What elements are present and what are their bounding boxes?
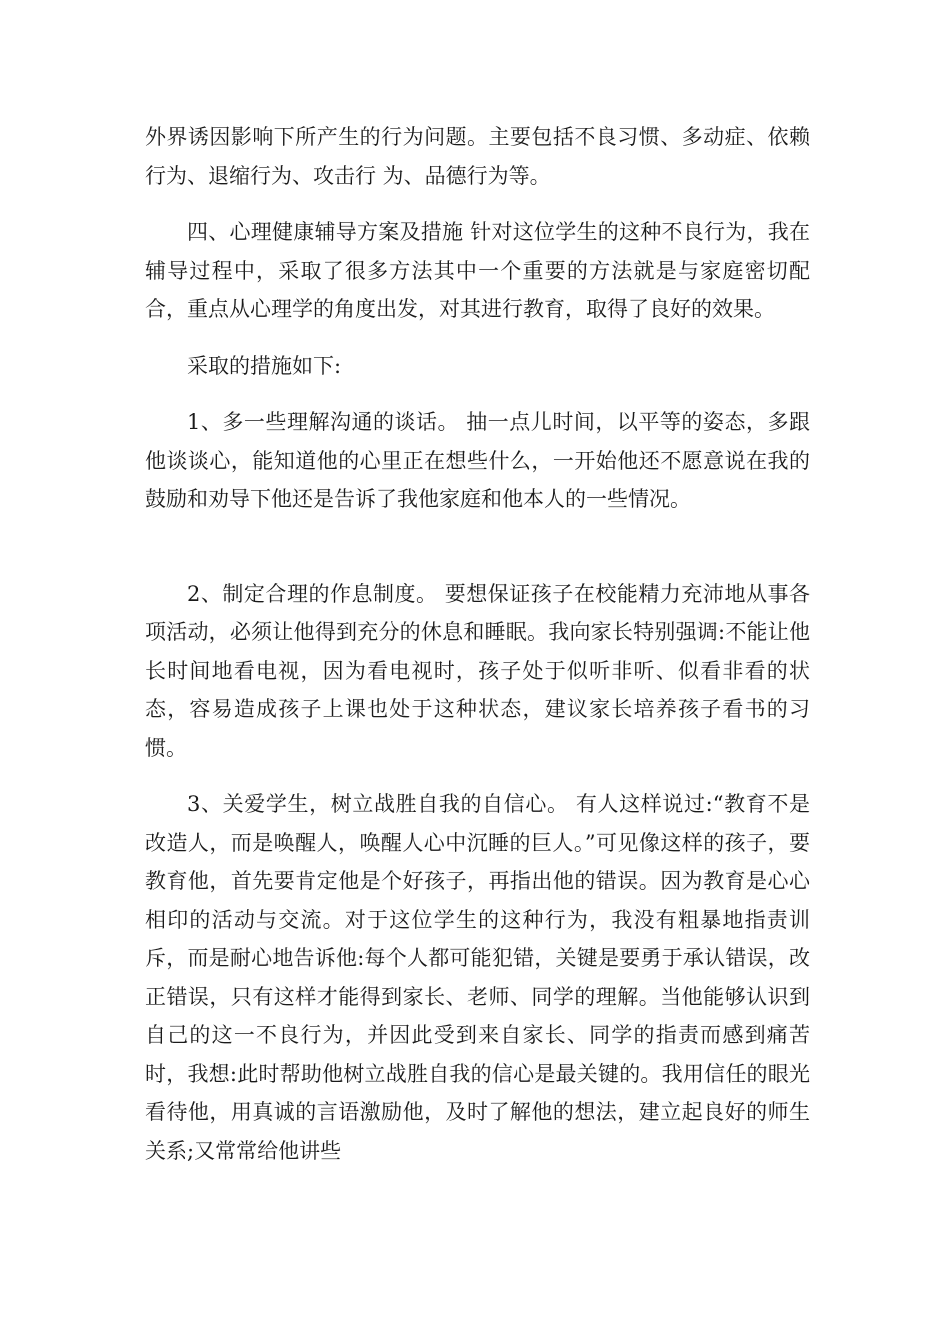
paragraph-measure-3: 3、关爱学生，树立战胜自我的自信心。 有人这样说过:“教育不是改造人，而是唤醒人，唤醒人心中沉睡的巨人。”可见像这样的孩子，要教育他，首先要肯定他是个好孩子，再指出他的错误。因为教育是心心相印的活动与交流。对于这位学生的这种行为，我没有粗暴地指责训斥，而是耐心地告诉他:每个人都可能犯错，关键是要勇于承认错误，改正错误，只有这样才能得到家长、老师、同学的理解。当他能够认识到自己的这一不良行为，并因此受到来自家长、同学的指责而感到痛苦时，我想:此时帮助他树立战胜自我的信心是最关键的。我用信任的眼光看待他，用真诚的言语激励他，及时了解他的想法，建立起良好的师生关系;又常常给他讲些 <box>145 792 810 1163</box>
paragraph-measure-1: 1、多一些理解沟通的谈话。 抽一点儿时间，以平等的姿态，多跟他谈谈心，能知道他的心里正在想些什么，一开始他还不愿意说在我的鼓励和劝导下他还是告诉了我他家庭和他本人的一些情况。 <box>145 410 810 511</box>
paragraph-section-four-plan: 四、心理健康辅导方案及措施 针对这位学生的这种不良行为，我在辅导过程中，采取了很多方法其中一个重要的方法就是与家庭密切配合，重点从心理学的角度出发，对其进行教育，取得了良好的效果。 <box>145 220 810 321</box>
document-body <box>145 118 810 1170</box>
paragraph-measure-2: 2、制定合理的作息制度。 要想保证孩子在校能精力充沛地从事各项活动，必须让他得到充分的休息和睡眠。我向家长特别强调:不能让他长时间地看电视，因为看电视时，孩子处于似听非听、似看非看的状态，容易造成孩子上课也处于这种状态，建议家长培养孩子看书的习惯。 <box>145 581 810 760</box>
paragraph-behavior-problems: 外界诱因影响下所产生的行为问题。主要包括不良习惯、多动症、依赖行为、退缩行为、攻击行 为、品德行为等。 <box>145 125 810 188</box>
paragraph-measures-intro: 采取的措施如下: <box>187 353 342 378</box>
